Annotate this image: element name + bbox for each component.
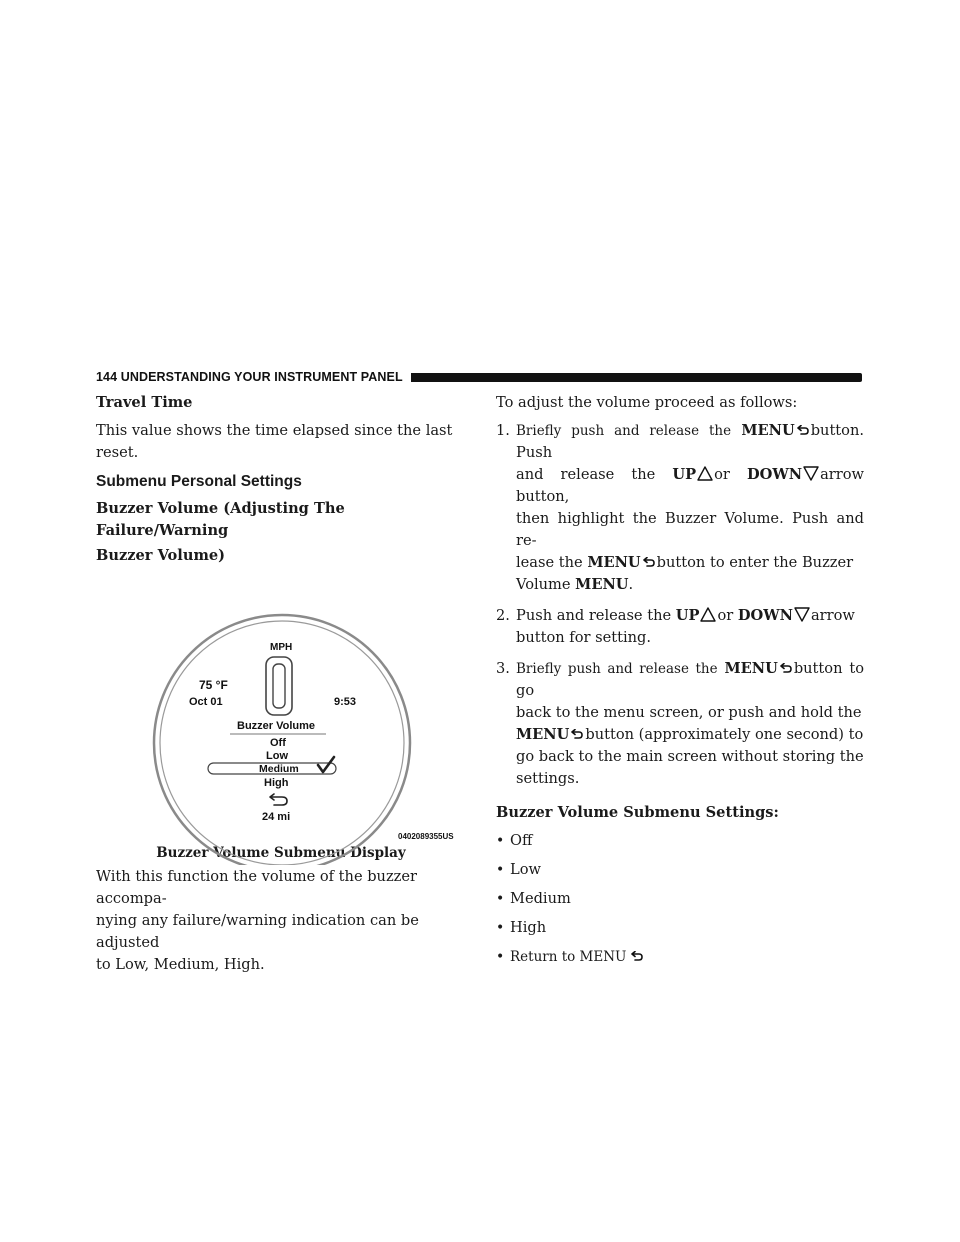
figure-temp: 75 °F <box>199 678 228 692</box>
up-arrow-icon <box>700 607 716 622</box>
right-column <box>496 392 864 968</box>
left-column <box>96 392 466 976</box>
list-item: • Return to MENU <box>496 946 864 968</box>
figure-opt-high: High <box>264 777 289 789</box>
intro-text: To adjust the volume proceed as follows: <box>496 394 798 411</box>
desc-line2: nying any failure/warning indication can be adjusted <box>96 912 419 951</box>
submenu-heading: Submenu Personal Settings <box>96 473 302 490</box>
check-icon <box>318 757 334 772</box>
menu-return-icon <box>642 557 656 569</box>
menu-return-icon <box>570 729 584 741</box>
page-header <box>96 369 862 385</box>
figure-menu-title: Buzzer Volume <box>237 720 316 732</box>
figure-code: 0402089355US <box>398 832 454 841</box>
figure-caption: Buzzer Volume Submenu Display <box>156 845 406 861</box>
list-item: • Low <box>496 861 541 878</box>
header-bar <box>411 373 862 382</box>
step-1: 1. Briefly push and release the MENU button. Push and release the UP or DOWN arrow button, then highlight the Buzzer Volume. Push and re- lease the MENU button to enter the Buzzer Volume MENU. <box>496 420 864 596</box>
menu-return-icon <box>630 951 644 963</box>
buzzer-heading-line2: Buzzer Volume) <box>96 547 226 564</box>
header-text: 144 UNDERSTANDING YOUR INSTRUMENT PANEL <box>96 370 403 384</box>
travel-time-text: This value shows the time elapsed since the last reset. <box>96 422 453 461</box>
settings-heading: Buzzer Volume Submenu Settings: <box>496 804 779 821</box>
desc-line1: With this function the volume of the buzzer accompa- <box>96 868 417 907</box>
figure-opt-off: Off <box>270 737 286 749</box>
list-item: • Off <box>496 832 533 849</box>
list-item: • High <box>496 919 547 936</box>
up-arrow-icon <box>697 466 713 481</box>
step-1-number: 1. <box>496 422 510 439</box>
menu-return-icon <box>796 425 810 437</box>
travel-time-heading: Travel Time <box>96 394 193 411</box>
step-2-number: 2. <box>496 607 510 624</box>
buzzer-heading-line1: Buzzer Volume (Adjusting The Failure/Warning <box>96 500 345 539</box>
figure-odometer: 24 mi <box>262 811 291 823</box>
figure-opt-low: Low <box>266 750 288 762</box>
menu-return-icon <box>779 663 793 675</box>
step-2: 2. Push and release the UP or DOWN arrow button for setting. <box>496 605 864 649</box>
step-3-number: 3. <box>496 660 510 677</box>
step-3: 3. Briefly push and release the MENU button to go back to the menu screen, or push and hold the MENU button (approximately one second) to go back to the main screen without storing the settings. <box>496 658 864 790</box>
list-item: • Medium <box>496 890 571 907</box>
down-arrow-icon <box>794 607 810 622</box>
figure-date: Oct 01 <box>189 696 223 708</box>
figure-opt-medium: Medium <box>259 763 299 775</box>
buzzer-volume-figure <box>96 575 464 865</box>
figure-time: 9:53 <box>334 696 357 708</box>
figure-mph: MPH <box>270 642 293 653</box>
return-icon <box>270 794 287 805</box>
desc-line3: to Low, Medium, High. <box>96 956 265 973</box>
settings-list <box>496 830 864 968</box>
down-arrow-icon <box>803 466 819 481</box>
